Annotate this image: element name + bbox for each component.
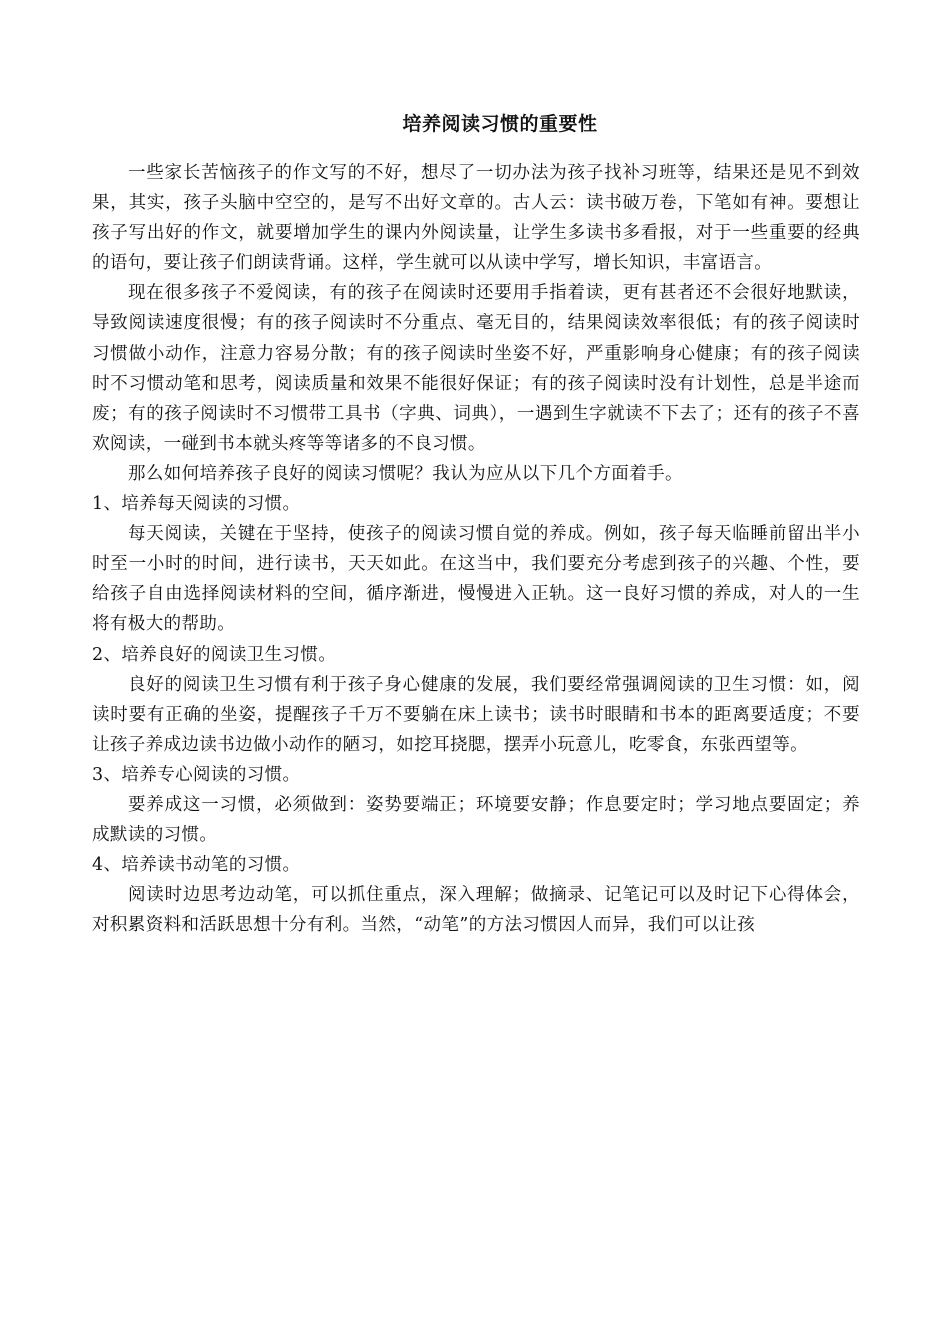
section-heading-3: 3、培养专心阅读的习惯。	[92, 764, 301, 785]
paragraph-3: 那么如何培养孩子良好的阅读习惯呢？我认为应从以下几个方面着手。	[128, 463, 683, 484]
paragraph-5: 良好的阅读卫生习惯有利于孩子身心健康的发展，我们要经常强调阅读的卫生习惯：如，阅读时要有正确的坐姿，提醒孩子千万不要躺在床上读书；读书时眼睛和书本的距离要适度；不要让孩子养成边读书边做小动作的陋习，如挖耳挠腮，摆弄小玩意儿，吃零食，东张西望等。	[92, 674, 860, 755]
section-heading-1: 1、培养每天阅读的习惯。	[92, 494, 301, 515]
document-body	[92, 158, 860, 940]
section-heading-2: 2、培养良好的阅读卫生习惯。	[92, 644, 337, 665]
document-title: 培养阅读习惯的重要性	[402, 113, 598, 135]
paragraph-2: 现在很多孩子不爱阅读，有的孩子在阅读时还要用手指着读，更有甚者还不会很好地默读，导致阅读速度很慢；有的孩子阅读时不分重点、毫无目的，结果阅读效率很低；有的孩子阅读时习惯做小动作，注意力容易分散；有的孩子阅读时坐姿不好，严重影响身心健康；有的孩子阅读时不习惯动笔和思考，阅读质量和效果不能很好保证；有的孩子阅读时没有计划性，总是半途而废；有的孩子阅读时不习惯带工具书（字典、词典），一遇到生字就读不下去了；还有的孩子不喜欢阅读，一碰到书本就头疼等等诸多的不良习惯。	[92, 283, 860, 454]
section-heading-4: 4、培养读书动笔的习惯。	[92, 855, 301, 876]
paragraph-4: 每天阅读，关键在于坚持，使孩子的阅读习惯自觉的养成。例如，孩子每天临睡前留出半小时至一小时的时间，进行读书，天天如此。在这当中，我们要充分考虑到孩子的兴趣、个性，要给孩子自由选择阅读材料的空间，循序渐进，慢慢进入正轨。这一良好习惯的养成，对人的一生将有极大的帮助。	[92, 524, 860, 635]
paragraph-6: 要养成这一习惯，必须做到：姿势要端正；环境要安静；作息要定时；学习地点要固定；养成默读的习惯。	[92, 794, 860, 846]
paragraph-1: 一些家长苦恼孩子的作文写的不好，想尽了一切办法为孩子找补习班等，结果还是见不到效果，其实，孩子头脑中空空的，是写不出好文章的。古人云：读书破万卷，下笔如有神。要想让孩子写出好的作文，就要增加学生的课内外阅读量，让学生多读书多看报，对于一些重要的经典的语句，要让孩子们朗读背诵。这样，学生就可以从读中学写，增长知识，丰富语言。	[92, 163, 860, 274]
paragraph-7: 阅读时边思考边动笔，可以抓住重点，深入理解；做摘录、记笔记可以及时记下心得体会，对积累资料和活跃思想十分有利。当然，“动笔”的方法习惯因人而异，我们可以让孩	[92, 885, 860, 936]
